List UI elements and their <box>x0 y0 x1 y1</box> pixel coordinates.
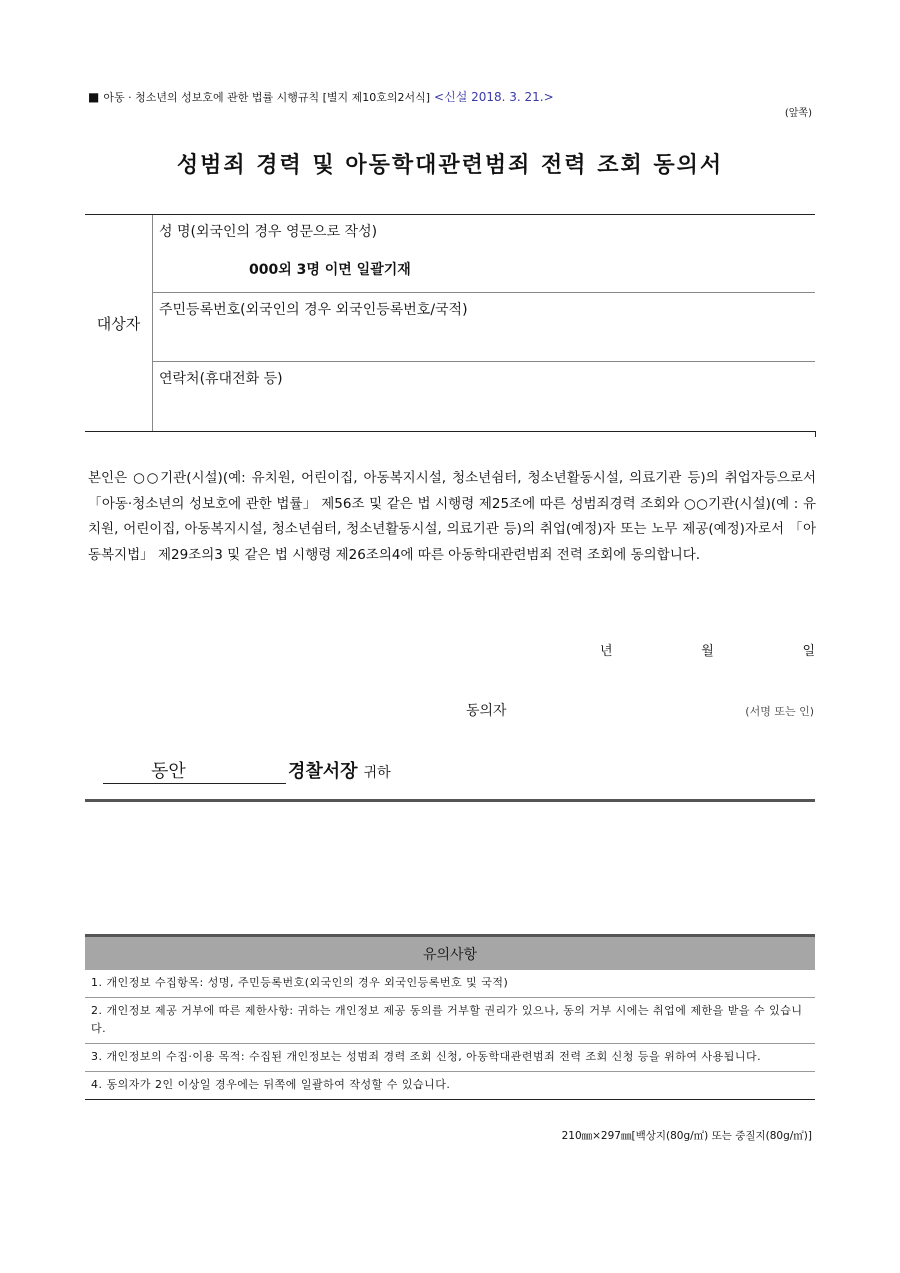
contact-label: 연락처(휴대전화 등) <box>159 371 283 387</box>
section-divider <box>85 799 815 802</box>
name-field[interactable]: 000외 3명 이면 일괄기재 <box>249 262 411 278</box>
consenter-label: 동의자 <box>466 703 507 719</box>
square-bullet-icon: ■ <box>88 90 100 104</box>
note-item: 4. 동의자가 2인 이상일 경우에는 뒤쪽에 일괄하여 작성할 수 있습니다. <box>85 1072 815 1100</box>
new-establishment-tag: <신설 2018. 3. 21.> <box>434 90 554 104</box>
paper-spec: 210㎜×297㎜[백상지(80g/㎡) 또는 중질지(80g/㎡)] <box>561 1130 812 1142</box>
notes-heading: 유의사항 <box>85 934 815 970</box>
addressee-line <box>103 757 391 784</box>
police-station-name[interactable]: 동안 <box>103 757 286 784</box>
page-side-label: (앞쪽) <box>784 108 812 119</box>
note-item: 3. 개인정보의 수집·이용 목적: 수집된 개인정보는 성범죄 경력 조회 신청, 아동학대관련범죄 전력 조회 신청 등을 위하여 사용됩니다. <box>85 1044 815 1072</box>
honorific-regards: 귀하 <box>363 765 391 781</box>
id-number-row[interactable] <box>153 293 815 362</box>
notes-section <box>85 934 815 1100</box>
contact-row[interactable] <box>153 362 815 431</box>
day-label: 일 <box>802 644 815 659</box>
form-regulation-header <box>88 88 554 105</box>
consent-statement: 본인은 ○○기관(시설)(예: 유치원, 어린이집, 아동복지시설, 청소년쉼터, 청소년활동시설, 의료기관 등)의 취업자등으로서「아동·청소년의 성보호에 관한 법률」 제56조 및 같은 법 시행령 제25조에 따른 성범죄경력 조회와 ○○기관(시설)(예 : 유치원, 어린이집, 아동복지시설, 청소년쉼터, 청소년활동시설, 의료기관 등)의 취업(예정)자 또는 노무 제공(예정)자로서 「아동복지법」 제29조의3 및 같은 법 시행령 제26조의4에 따른 아동학대관련범죄 전력 조회에 동의합니다. <box>88 470 816 563</box>
target-info-table <box>85 214 815 432</box>
signature-field[interactable]: (서명 또는 인) <box>745 705 814 718</box>
id-number-label: 주민등록번호(외국인의 경우 외국인등록번호/국적) <box>159 302 468 318</box>
year-label: 년 <box>600 644 613 659</box>
page-title: 성범죄 경력 및 아동학대관련범죄 전력 조회 동의서 <box>176 153 724 178</box>
table-corner-tick <box>815 431 816 437</box>
month-label: 월 <box>701 644 714 659</box>
note-item: 1. 개인정보 수집항목: 성명, 주민등록번호(외국인의 경우 외국인등록번호 및 국적) <box>85 970 815 998</box>
name-label: 성 명(외국인의 경우 영문으로 작성) <box>159 224 378 240</box>
regulation-text: 아동 · 청소년의 성보호에 관한 법률 시행규칙 [별지 제10호의2서식] <box>103 91 431 104</box>
note-item: 2. 개인정보 제공 거부에 따른 제한사항: 귀하는 개인정보 제공 동의를 거부할 권리가 있으나, 동의 거부 시에는 취업에 제한을 받을 수 있습니다. <box>85 998 815 1044</box>
target-label: 대상자 <box>85 215 153 431</box>
police-chief-title: 경찰서장 <box>288 761 358 782</box>
date-line[interactable] <box>600 640 815 659</box>
name-row <box>153 215 815 293</box>
